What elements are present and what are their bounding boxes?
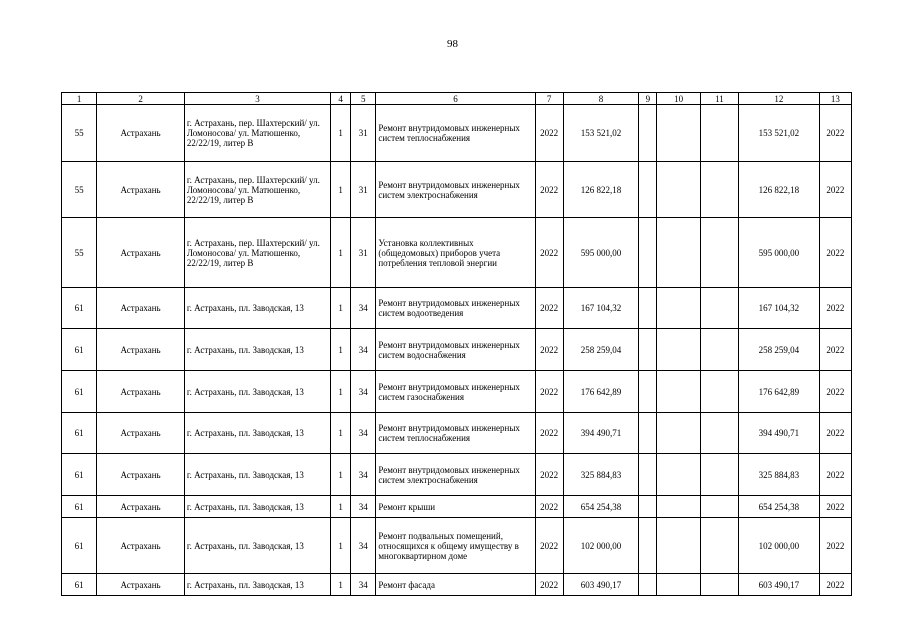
city-cell: Астрахань xyxy=(97,496,185,518)
col4-cell: 1 xyxy=(331,454,351,496)
address-cell: г. Астрахань, пл. Заводская, 13 xyxy=(184,496,330,518)
end-year-cell: 2022 xyxy=(819,329,851,371)
row-number-cell: 61 xyxy=(62,454,97,496)
col10-cell xyxy=(657,288,700,329)
table-row xyxy=(62,162,852,218)
work-type-cell: Ремонт крыши xyxy=(376,496,535,518)
table-row xyxy=(62,105,852,162)
col9-cell xyxy=(639,371,657,413)
row-number-cell: 55 xyxy=(62,162,97,218)
col10-cell xyxy=(657,413,700,454)
year-cell: 2022 xyxy=(535,162,563,218)
col4-cell: 1 xyxy=(331,496,351,518)
col5-cell: 34 xyxy=(351,329,376,371)
work-type-cell: Установка коллективных (общедомовых) приборов учета потребления тепловой энергии xyxy=(376,218,535,288)
end-year-cell: 2022 xyxy=(819,518,851,574)
col4-cell: 1 xyxy=(331,371,351,413)
col10-cell xyxy=(657,162,700,218)
work-type-cell: Ремонт внутридомовых инженерных систем теплоснабжения xyxy=(376,105,535,162)
col11-cell xyxy=(700,162,738,218)
col10-cell xyxy=(657,496,700,518)
cost-cell: 595 000,00 xyxy=(563,218,639,288)
col10-cell xyxy=(657,574,700,596)
work-type-cell: Ремонт внутридомовых инженерных систем водоснабжения xyxy=(376,329,535,371)
end-year-cell: 2022 xyxy=(819,574,851,596)
col9-cell xyxy=(639,413,657,454)
row-number-cell: 61 xyxy=(62,329,97,371)
col11-cell xyxy=(700,288,738,329)
table-row xyxy=(62,371,852,413)
table-row xyxy=(62,496,852,518)
column-number-header: 12 xyxy=(739,93,820,105)
total-cost-cell: 603 490,17 xyxy=(739,574,820,596)
year-cell: 2022 xyxy=(535,454,563,496)
col11-cell xyxy=(700,518,738,574)
col9-cell xyxy=(639,518,657,574)
col4-cell: 1 xyxy=(331,105,351,162)
col4-cell: 1 xyxy=(331,218,351,288)
total-cost-cell: 176 642,89 xyxy=(739,371,820,413)
col4-cell: 1 xyxy=(331,574,351,596)
total-cost-cell: 258 259,04 xyxy=(739,329,820,371)
end-year-cell: 2022 xyxy=(819,218,851,288)
cost-cell: 394 490,71 xyxy=(563,413,639,454)
col4-cell: 1 xyxy=(331,518,351,574)
column-number-header: 1 xyxy=(62,93,97,105)
cost-cell: 258 259,04 xyxy=(563,329,639,371)
row-number-cell: 61 xyxy=(62,371,97,413)
col9-cell xyxy=(639,288,657,329)
col5-cell: 31 xyxy=(351,162,376,218)
col9-cell xyxy=(639,162,657,218)
col5-cell: 34 xyxy=(351,288,376,329)
col4-cell: 1 xyxy=(331,329,351,371)
column-number-header: 5 xyxy=(351,93,376,105)
total-cost-cell: 654 254,38 xyxy=(739,496,820,518)
city-cell: Астрахань xyxy=(97,105,185,162)
year-cell: 2022 xyxy=(535,329,563,371)
year-cell: 2022 xyxy=(535,574,563,596)
cost-cell: 126 822,18 xyxy=(563,162,639,218)
col11-cell xyxy=(700,371,738,413)
table-row xyxy=(62,518,852,574)
year-cell: 2022 xyxy=(535,496,563,518)
col9-cell xyxy=(639,496,657,518)
col5-cell: 34 xyxy=(351,371,376,413)
end-year-cell: 2022 xyxy=(819,105,851,162)
col10-cell xyxy=(657,454,700,496)
table-row xyxy=(62,574,852,596)
address-cell: г. Астрахань, пл. Заводская, 13 xyxy=(184,329,330,371)
address-cell: г. Астрахань, пер. Шахтерский/ ул. Ломоносова/ ул. Матюшенко, 22/22/19, литер В xyxy=(184,218,330,288)
column-number-header: 6 xyxy=(376,93,535,105)
col9-cell xyxy=(639,454,657,496)
total-cost-cell: 102 000,00 xyxy=(739,518,820,574)
work-type-cell: Ремонт фасада xyxy=(376,574,535,596)
total-cost-cell: 126 822,18 xyxy=(739,162,820,218)
col4-cell: 1 xyxy=(331,162,351,218)
end-year-cell: 2022 xyxy=(819,162,851,218)
col4-cell: 1 xyxy=(331,288,351,329)
address-cell: г. Астрахань, пл. Заводская, 13 xyxy=(184,413,330,454)
repair-schedule-table xyxy=(61,92,852,596)
end-year-cell: 2022 xyxy=(819,371,851,413)
column-number-row xyxy=(62,93,852,105)
col10-cell xyxy=(657,329,700,371)
col5-cell: 31 xyxy=(351,218,376,288)
col11-cell xyxy=(700,105,738,162)
col10-cell xyxy=(657,371,700,413)
column-number-header: 4 xyxy=(331,93,351,105)
row-number-cell: 61 xyxy=(62,288,97,329)
city-cell: Астрахань xyxy=(97,288,185,329)
col11-cell xyxy=(700,413,738,454)
city-cell: Астрахань xyxy=(97,218,185,288)
address-cell: г. Астрахань, пл. Заводская, 13 xyxy=(184,574,330,596)
page-number: 98 xyxy=(447,38,458,50)
row-number-cell: 61 xyxy=(62,518,97,574)
col9-cell xyxy=(639,105,657,162)
col9-cell xyxy=(639,218,657,288)
column-number-header: 8 xyxy=(563,93,639,105)
city-cell: Астрахань xyxy=(97,454,185,496)
row-number-cell: 55 xyxy=(62,105,97,162)
work-type-cell: Ремонт внутридомовых инженерных систем газоснабжения xyxy=(376,371,535,413)
col5-cell: 34 xyxy=(351,574,376,596)
city-cell: Астрахань xyxy=(97,574,185,596)
work-type-cell: Ремонт внутридомовых инженерных систем водоотведения xyxy=(376,288,535,329)
address-cell: г. Астрахань, пер. Шахтерский/ ул. Ломоносова/ ул. Матюшенко, 22/22/19, литер В xyxy=(184,105,330,162)
city-cell: Астрахань xyxy=(97,413,185,454)
col10-cell xyxy=(657,518,700,574)
address-cell: г. Астрахань, пл. Заводская, 13 xyxy=(184,454,330,496)
col9-cell xyxy=(639,574,657,596)
end-year-cell: 2022 xyxy=(819,454,851,496)
total-cost-cell: 167 104,32 xyxy=(739,288,820,329)
year-cell: 2022 xyxy=(535,105,563,162)
col5-cell: 34 xyxy=(351,413,376,454)
table-row xyxy=(62,454,852,496)
table-row xyxy=(62,329,852,371)
table-row xyxy=(62,218,852,288)
end-year-cell: 2022 xyxy=(819,413,851,454)
col11-cell xyxy=(700,218,738,288)
end-year-cell: 2022 xyxy=(819,496,851,518)
row-number-cell: 61 xyxy=(62,496,97,518)
col5-cell: 34 xyxy=(351,496,376,518)
column-number-header: 9 xyxy=(639,93,657,105)
city-cell: Астрахань xyxy=(97,371,185,413)
city-cell: Астрахань xyxy=(97,162,185,218)
year-cell: 2022 xyxy=(535,218,563,288)
total-cost-cell: 153 521,02 xyxy=(739,105,820,162)
work-type-cell: Ремонт внутридомовых инженерных систем электроснабжения xyxy=(376,162,535,218)
address-cell: г. Астрахань, пер. Шахтерский/ ул. Ломоносова/ ул. Матюшенко, 22/22/19, литер В xyxy=(184,162,330,218)
column-number-header: 10 xyxy=(657,93,700,105)
city-cell: Астрахань xyxy=(97,329,185,371)
col4-cell: 1 xyxy=(331,413,351,454)
column-number-header: 2 xyxy=(97,93,185,105)
col11-cell xyxy=(700,574,738,596)
col10-cell xyxy=(657,218,700,288)
work-type-cell: Ремонт внутридомовых инженерных систем электроснабжения xyxy=(376,454,535,496)
col11-cell xyxy=(700,496,738,518)
address-cell: г. Астрахань, пл. Заводская, 13 xyxy=(184,288,330,329)
table-row xyxy=(62,413,852,454)
cost-cell: 176 642,89 xyxy=(563,371,639,413)
cost-cell: 153 521,02 xyxy=(563,105,639,162)
column-number-header: 7 xyxy=(535,93,563,105)
col5-cell: 31 xyxy=(351,105,376,162)
year-cell: 2022 xyxy=(535,288,563,329)
col11-cell xyxy=(700,329,738,371)
column-number-header: 13 xyxy=(819,93,851,105)
end-year-cell: 2022 xyxy=(819,288,851,329)
cost-cell: 325 884,83 xyxy=(563,454,639,496)
column-number-header: 11 xyxy=(700,93,738,105)
work-type-cell: Ремонт внутридомовых инженерных систем теплоснабжения xyxy=(376,413,535,454)
col9-cell xyxy=(639,329,657,371)
total-cost-cell: 325 884,83 xyxy=(739,454,820,496)
cost-cell: 167 104,32 xyxy=(563,288,639,329)
city-cell: Астрахань xyxy=(97,518,185,574)
address-cell: г. Астрахань, пл. Заводская, 13 xyxy=(184,371,330,413)
col11-cell xyxy=(700,454,738,496)
column-number-header: 3 xyxy=(184,93,330,105)
cost-cell: 102 000,00 xyxy=(563,518,639,574)
row-number-cell: 55 xyxy=(62,218,97,288)
row-number-cell: 61 xyxy=(62,413,97,454)
col5-cell: 34 xyxy=(351,454,376,496)
year-cell: 2022 xyxy=(535,371,563,413)
col5-cell: 34 xyxy=(351,518,376,574)
total-cost-cell: 394 490,71 xyxy=(739,413,820,454)
year-cell: 2022 xyxy=(535,413,563,454)
work-type-cell: Ремонт подвальных помещений, относящихся к общему имуществу в многоквартирном доме xyxy=(376,518,535,574)
row-number-cell: 61 xyxy=(62,574,97,596)
total-cost-cell: 595 000,00 xyxy=(739,218,820,288)
address-cell: г. Астрахань, пл. Заводская, 13 xyxy=(184,518,330,574)
cost-cell: 603 490,17 xyxy=(563,574,639,596)
year-cell: 2022 xyxy=(535,518,563,574)
table-row xyxy=(62,288,852,329)
col10-cell xyxy=(657,105,700,162)
cost-cell: 654 254,38 xyxy=(563,496,639,518)
